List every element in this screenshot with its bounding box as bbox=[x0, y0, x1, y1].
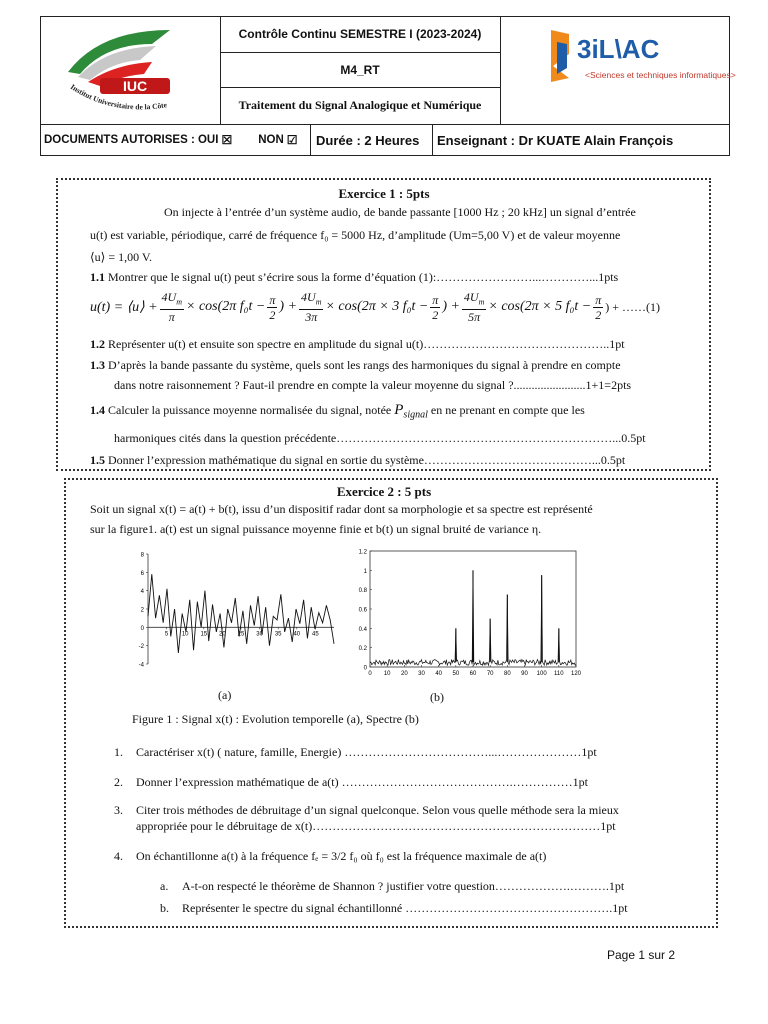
eq-fraction: $\frac{\pi}{2}$ bbox=[595, 292, 602, 322]
x-tick-label: 10 bbox=[181, 631, 189, 638]
header-divider bbox=[310, 124, 311, 156]
equation-1: u(t) = ⟨u⟩ + $\frac{4U_m}{\pi}$ × cos(2π f₀t − $\frac{\pi}{2}$ ) + $\frac{4U_m}{3\pi}$ × cos(2π × 3 f₀t − $\frac{\pi}{2}$ ) + $\frac{4U_m}{5\pi}$ × cos(2π × 5 f₀t − $\frac{\pi}{2}$ ) + ……(1) bbox=[90, 290, 660, 325]
exercise-1-title: Exercice 1 : 5pts bbox=[338, 186, 430, 201]
x-tick-label: 40 bbox=[293, 631, 301, 638]
ex2-intro-line-2: sur la figure1. a(t) est un signal puissance moyenne finie et b(t) un signal bruité de variance η. bbox=[90, 522, 542, 536]
eq-term-3: × cos(2π × 5 f₀t − bbox=[488, 299, 592, 315]
y-tick-label: 0.4 bbox=[358, 626, 367, 633]
ex2-intro-line-1: Soit un signal x(t) = a(t) + b(t), issu d’un dispositif radar dont sa morphologie et sa spectre est représenté bbox=[90, 502, 593, 516]
course-title: Traitement du Signal Analogique et Numérique bbox=[238, 98, 482, 112]
y-tick-label: -4 bbox=[138, 662, 144, 669]
iuc-logo-graphic bbox=[60, 22, 200, 120]
x-tick-label: 35 bbox=[274, 631, 282, 638]
question-1-3: 1.3 D’après la bande passante du système, quels sont les rangs des harmoniques du signal à prendre en compte bbox=[90, 358, 621, 372]
y-tick-label: 2 bbox=[140, 607, 144, 614]
y-tick-label: 0 bbox=[363, 665, 367, 672]
figure-b-caption: (b) bbox=[430, 690, 444, 704]
eq-term-1: × cos(2π f₀t − bbox=[186, 299, 266, 315]
header-divider bbox=[432, 124, 433, 156]
documents-non-label: NON bbox=[258, 134, 284, 146]
figure-a-caption: (a) bbox=[218, 688, 232, 702]
x-tick-label: 25 bbox=[237, 631, 245, 638]
signal-line bbox=[148, 574, 334, 653]
ex1-intro-line-2: u(t) est variable, périodique, carré de fréquence f₀ = 5000 Hz, d’amplitude (Um=5,00 V) et de valeur moyenne bbox=[90, 228, 621, 242]
x-tick-label: 45 bbox=[312, 631, 319, 638]
question-1-4-cont: harmoniques cités dans la question précédente……………………………………………………………...0.5pt bbox=[114, 431, 646, 445]
x-tick-label: 30 bbox=[256, 631, 263, 638]
non-checkbox-icon: ☑ bbox=[286, 133, 298, 147]
eq-fraction: $\frac{\pi}{2}$ bbox=[269, 292, 276, 322]
exam-title: Contrôle Continu SEMESTRE I (2023-2024) bbox=[238, 27, 482, 41]
x-tick-label: 120 bbox=[570, 671, 582, 677]
ex2-item-3-cont: appropriée pour le débruitage de x(t)………………………………………………………………1pt bbox=[136, 819, 616, 833]
3ilac-tagline: <Sciences et techniques informatiques> bbox=[585, 70, 736, 80]
eq-fraction: $\frac{4U_m}{\pi}$ bbox=[161, 290, 182, 325]
question-1-4: 1.4 Calculer la puissance moyenne normalisée du signal, notée $P_{signal}$ en ne prenant en compte que les bbox=[90, 402, 585, 421]
ex2-sub-b: b. Représenter le spectre du signal échantillonné …………………………………………….1pt bbox=[160, 901, 628, 915]
y-tick-label: 0.8 bbox=[358, 588, 367, 595]
x-tick-label: 80 bbox=[503, 671, 511, 677]
x-tick-label: 5 bbox=[164, 631, 169, 638]
y-tick-label: 1.2 bbox=[358, 549, 367, 556]
y-tick-label: 0 bbox=[140, 625, 144, 632]
x-tick-label: 50 bbox=[452, 671, 460, 677]
x-tick-label: 90 bbox=[521, 671, 528, 677]
y-tick-label: 6 bbox=[140, 570, 144, 577]
question-1-5: 1.5 Donner l’expression mathématique du signal en sortie du système……………………………………...0.5pt bbox=[90, 453, 626, 467]
header-divider bbox=[500, 16, 501, 124]
ex2-item-2: 2. Donner l’expression mathématique de a(t) …………………………………….……………1pt bbox=[114, 775, 588, 789]
x-tick-label: 10 bbox=[383, 671, 391, 677]
question-1-1 bbox=[90, 270, 618, 285]
y-tick-label: 8 bbox=[140, 552, 144, 559]
figure-1-caption: Figure 1 : Signal x(t) : Evolution temporelle (a), Spectre (b) bbox=[132, 712, 419, 726]
ex2-item-4: 4. On échantillonne a(t) à la fréquence fₑ = 3/2 f₀ où f₀ est la fréquence maximale de a(t) bbox=[114, 849, 547, 863]
eq-term-2: × cos(2π × 3 f₀t − bbox=[325, 299, 429, 315]
page-number: Page 1 sur 2 bbox=[607, 948, 676, 962]
question-text: Montrer que le signal u(t) peut s’écrire sous la forme d’équation (1):……………………...…………...1pts bbox=[108, 270, 619, 284]
teacher-name: Enseignant : Dr KUATE Alain François bbox=[437, 132, 674, 148]
y-tick-label: 0.2 bbox=[358, 646, 367, 653]
figure-a-time-signal bbox=[130, 548, 340, 670]
x-tick-label: 20 bbox=[400, 671, 408, 677]
ex1-intro-line-3: ⟨u⟩ = 1,00 V. bbox=[90, 250, 153, 264]
exercise-2-title: Exercice 2 : 5 pts bbox=[336, 484, 432, 499]
documents-oui-label: DOCUMENTS AUTORISES : OUI bbox=[44, 134, 219, 146]
x-tick-label: 30 bbox=[418, 671, 425, 677]
question-1-3-cont: dans notre raisonnement ? Faut-il prendre en compte la valeur moyenne du signal ?........................1+1=2pts bbox=[114, 378, 632, 392]
x-tick-label: 110 bbox=[554, 671, 564, 677]
y-tick-label: 4 bbox=[140, 589, 144, 596]
module-code: M4_RT bbox=[340, 62, 380, 77]
x-tick-label: 70 bbox=[486, 671, 494, 677]
eq-fraction: $\frac{4U_m}{5\pi}$ bbox=[463, 290, 485, 325]
y-tick-label: 1 bbox=[363, 568, 367, 575]
eq-fraction: $\frac{4U_m}{3\pi}$ bbox=[301, 290, 322, 325]
exam-duration: Durée : 2 Heures bbox=[316, 132, 420, 148]
3ilac-brand: 3iL\AC bbox=[577, 34, 660, 64]
ex2-item-1: 1. Caractériser x(t) ( nature, famille, Energie) ………………………………...…………………1pt bbox=[114, 745, 597, 759]
3ilac-logo bbox=[545, 24, 736, 94]
x-tick-label: 100 bbox=[536, 671, 547, 677]
x-tick-label: 40 bbox=[435, 671, 443, 677]
oui-checkbox-icon: ☒ bbox=[221, 133, 233, 147]
iuc-logo bbox=[60, 22, 200, 120]
y-tick-label: 0.6 bbox=[358, 607, 367, 614]
iuc-logo-arc-text: Institut Universitaire de la Côte bbox=[68, 82, 168, 112]
figure-b-spectrum bbox=[352, 545, 584, 680]
eq-lhs: u(t) = ⟨u⟩ + bbox=[90, 299, 158, 315]
exercise-1-box bbox=[56, 178, 711, 471]
ex2-item-3: 3. Citer trois méthodes de débruitage d’un signal quelconque. Selon vous quelle méthode sera la mieux bbox=[114, 803, 619, 817]
ex2-sub-a: a. A-t-on respecté le théorème de Shannon ? justifier votre question……………….……….1pt bbox=[160, 879, 625, 893]
question-number: 1.1 bbox=[90, 270, 105, 284]
documents-authorized bbox=[44, 124, 310, 156]
x-tick-label: 60 bbox=[469, 671, 477, 677]
x-tick-label: 0 bbox=[368, 671, 372, 677]
x-tick-label: 20 bbox=[219, 631, 226, 638]
eq-fraction: $\frac{\pi}{2}$ bbox=[432, 292, 439, 322]
ex1-intro-line-1: On injecte à l’entrée d’un système audio, de bande passante [1000 Hz ; 20 kHz] un signal d’entrée bbox=[164, 205, 636, 219]
iuc-logo-text: IUC bbox=[122, 78, 148, 94]
question-1-2: 1.2 Représenter u(t) et ensuite son spectre en amplitude du signal u(t)………………………………………..1pt bbox=[90, 337, 625, 351]
y-tick-label: -2 bbox=[138, 644, 144, 651]
x-tick-label: 15 bbox=[200, 631, 208, 638]
